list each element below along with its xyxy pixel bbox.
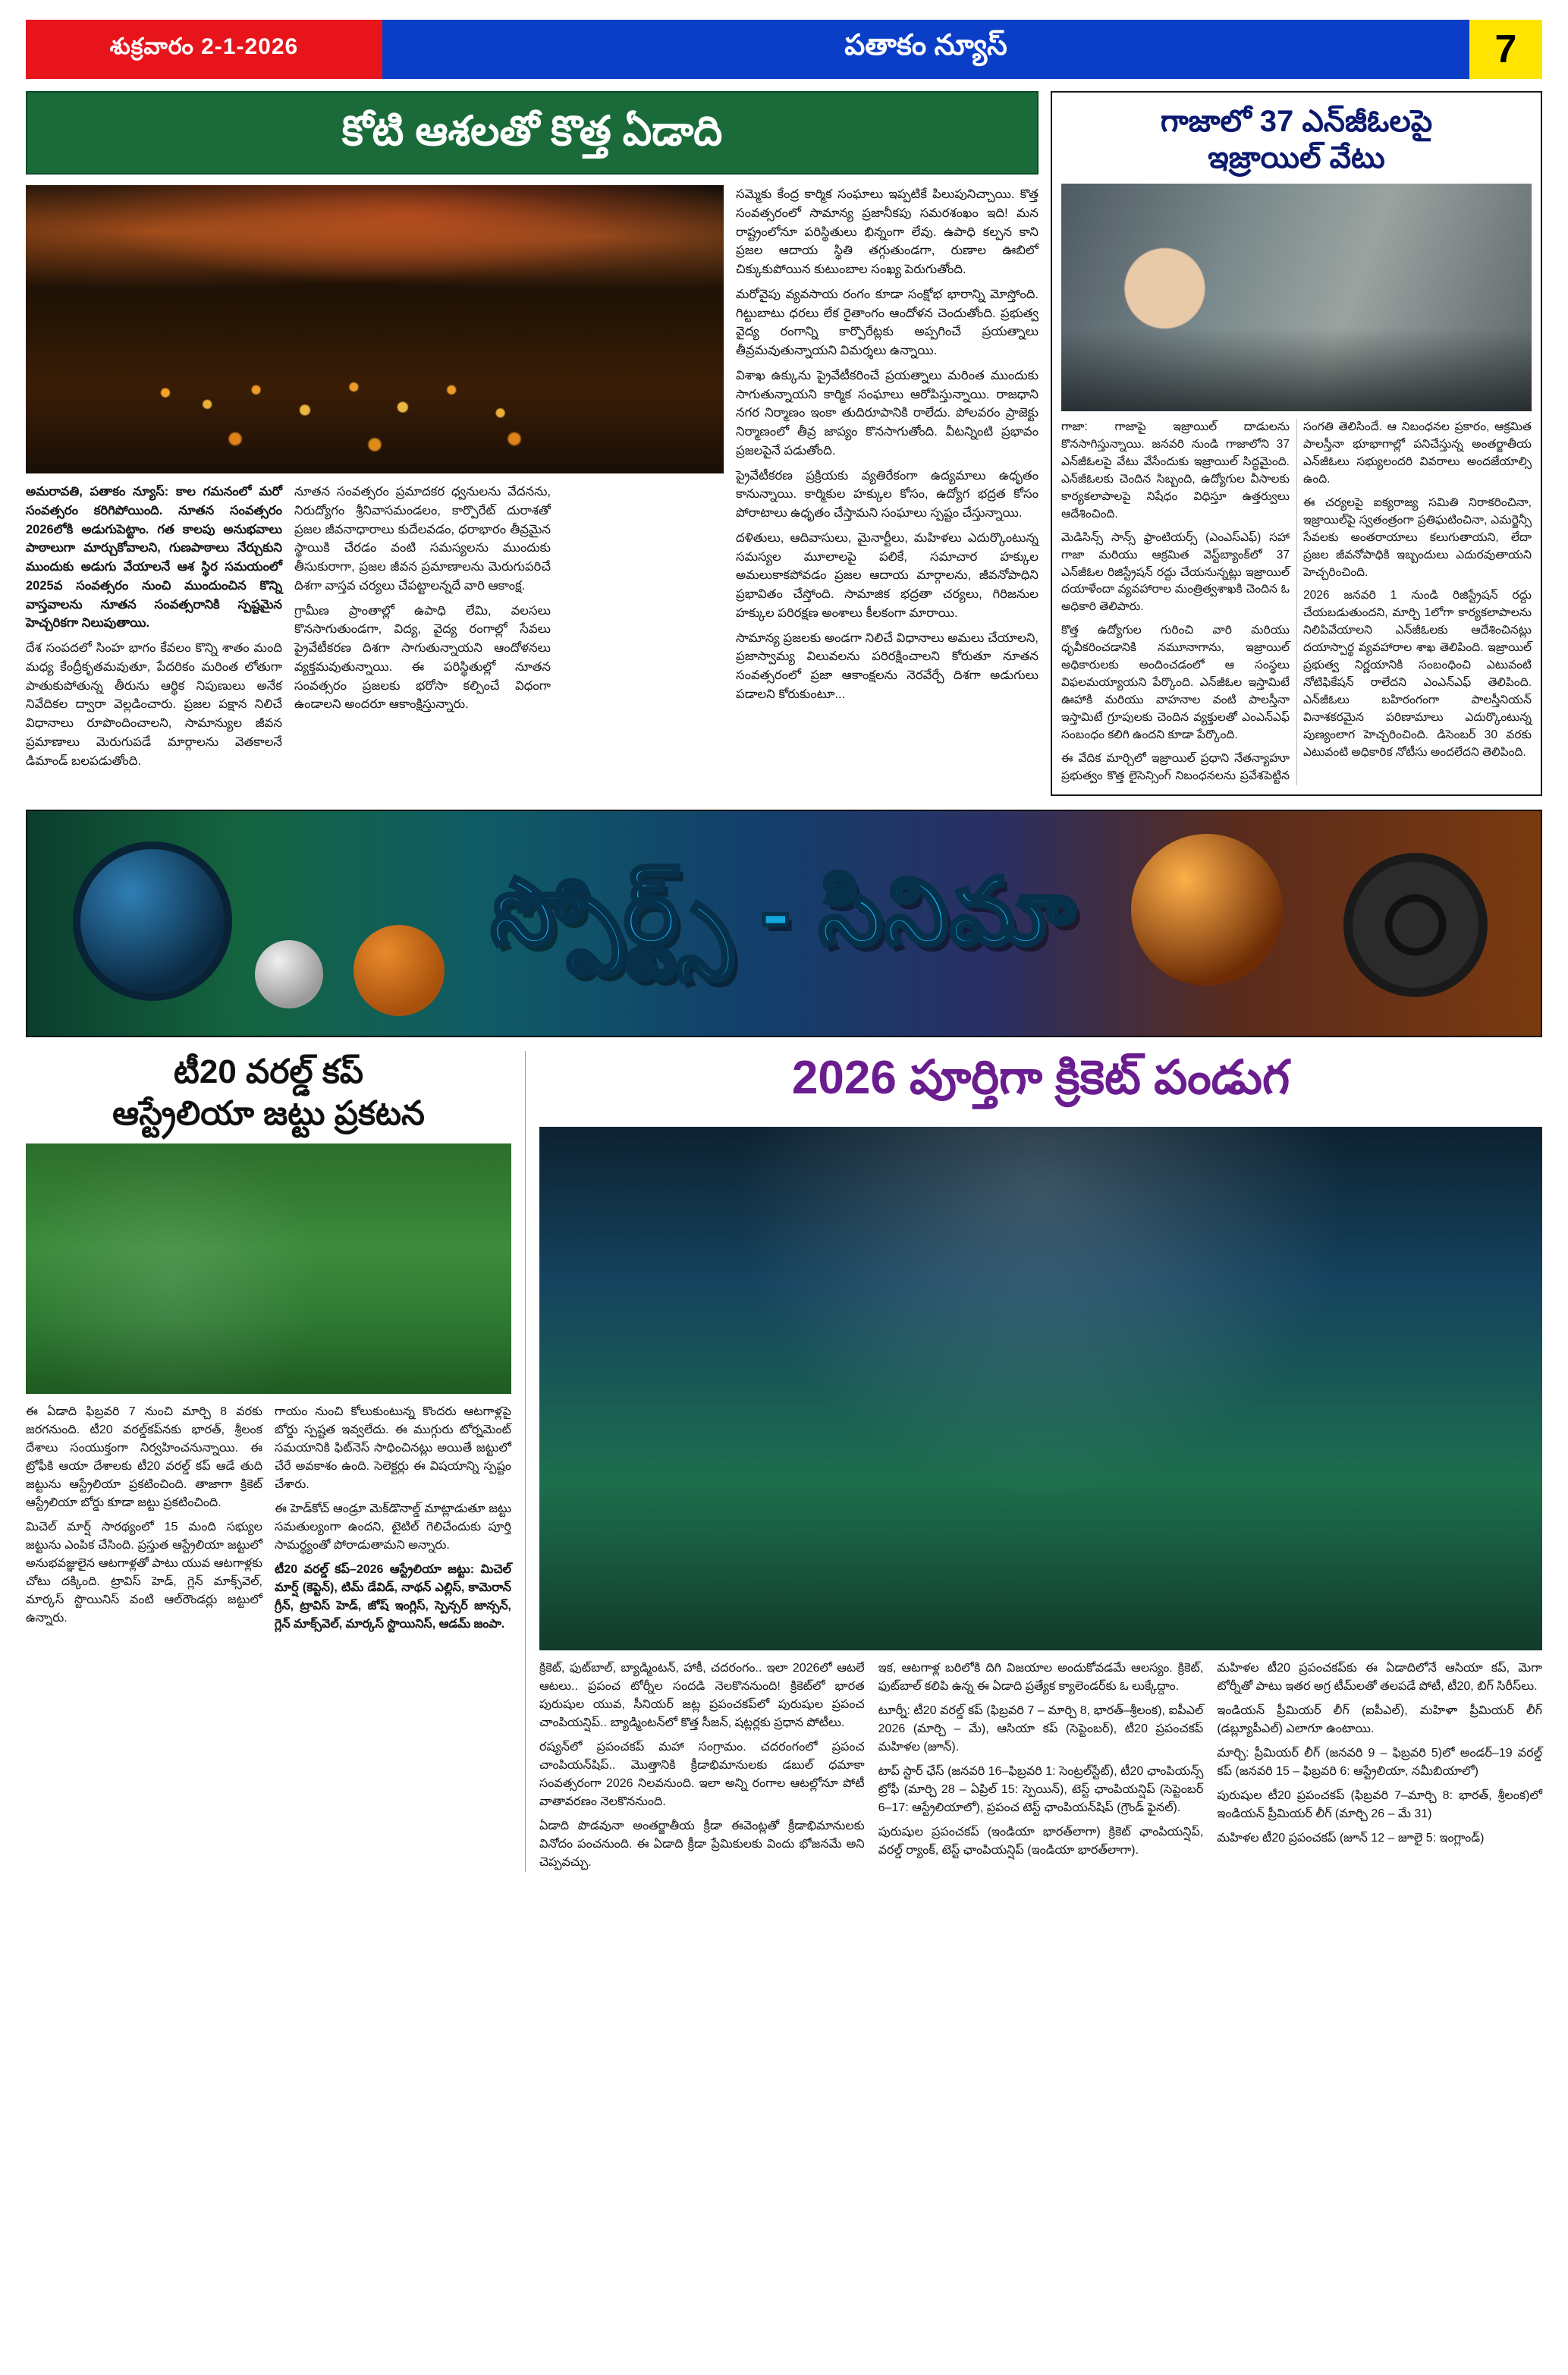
gaza-story	[1051, 91, 1542, 796]
australia-team-photo	[26, 1143, 511, 1394]
lead-story	[26, 91, 1039, 796]
basketball-icon	[354, 925, 445, 1016]
film-reel-icon	[1343, 853, 1488, 997]
c26-c3-para-4: పురుషుల టీ20 ప్రపంచకప్ (ఫిబ్రవరి 7–మార్చి 8: భారత్, శ్రీలంక)లో ఇండియన్ ప్రీమియర్ లీగ్ (మార్చి 26 – మే 31)	[1217, 1788, 1542, 1820]
cricket-emblem-icon	[73, 841, 232, 1001]
aus-para-3: గాయం నుంచి కోలుకుంటున్న కొందరు ఆటగాళ్లపై బోర్డు స్పష్టత ఇవ్వలేదు. ఈ ముగ్గురు టోర్నమెంట్ సమయానికి ఫిట్‌నెస్ సాధించినట్లు అయితే జట్టులో చేరే అవకాశం ఉంది. సెలెక్టర్లు ఈ విషయాన్ని స్పష్టం చేశారు.	[275, 1405, 511, 1491]
lead-column-3	[736, 185, 1039, 776]
top-section	[26, 91, 1542, 796]
aus-para-1: ఈ ఏడాది ఫిబ్రవరి 7 నుంచి మార్చి 8 వరకు జరగనుంది. టీ20 వరల్డ్‌కప్‌నకు భారత్, శ్రీలంక దేశాలు సంయుక్తంగా నిర్వహించనున్నాయి. ఈ ట్రోఫీకి ఆయా దేశాలకు టీ20 వరల్డ్ కప్ ఆడే తుది జట్టును ఆస్ట్రేలియా ప్రకటించింది. తాజాగా క్రికెట్ ఆస్ట్రేలియా బోర్డు కూడా జట్టు ప్రకటించింది.	[26, 1405, 262, 1509]
lead-column-2	[294, 483, 551, 776]
c26-c2-para-1: ఇక, ఆటగాళ్ల బరిలోకి దిగి విజయాల అందుకోవడమే ఆలస్యం. క్రికెట్‌, ఫుట్‌బాల్‌ కలిపి ఉన్న ఈ ఏడాది ప్రత్యేక క్యాలెండర్‌కు ఓ లుక్కేద్దాం.	[878, 1661, 1204, 1693]
gaza-para-4: ఈ వేదిక మార్చిలో ఇజ్రాయిల్ ప్రధాని నేతన్యాహూ ప్రభుత్వం కొత్త లైసెన్సింగ్ నిబంధనలను ప్రవేశపెట్టిన సంగతి తెలిసిందే. ఆ నిబంధనల ప్రకారం, ఆక్రమిత పాలస్తీనా భూభాగాల్లో పనిచేస్తున్న అంతర్జాతీయ ఎన్‌జీఓలు సభ్యులందరి వివరాలు అందజేయాల్సి ఉంది.	[1061, 420, 1532, 782]
gaza-body	[1061, 419, 1532, 785]
lead-c2-para-6: సామాన్య ప్రజలకు అండగా నిలిచే విధానాలు అమలు చేయాలని, ప్రజాస్వామ్య విలువలను పరిరక్షించాలని కోరుతూ నూతన సంవత్సరంలో ప్రజా ఆకాంక్షలను నెరవేర్చే దిశగా అడుగులు పడాలని కోరుకుంటూ...	[736, 631, 1039, 701]
aus-body	[26, 1403, 511, 1637]
lead-c2-para-5: దళితులు, ఆదివాసులు, మైనార్టీలు, మహిళలు ఎదుర్కొంటున్న సమస్యల మూలాలపై పలికే, సమాచార హక్కుల అమలుకాకపోవడం ప్రజల ఆదాయ మార్గాలను, జీవనోపాధిని ప్రభావితం చేస్తోంది. సామాజిక భద్రతా చర్యలు, గిరిజనుల హక్కుల పరిరక్షణ అంశాలు కీలకంగా మారాయి.	[736, 530, 1039, 620]
masthead	[26, 20, 1542, 79]
c26-c3-para-1: మహిళల టీ20 ప్రపంచకప్‌కు ఈ ఏడాదిలోనే ఆసియా కప్, మెగా టోర్నీతో పాటు ఇతర అగ్ర టీమ్‌లతో తలపడే పోటీ, టీ20, బిగ్ సిరీస్‌లు.	[1217, 1661, 1542, 1693]
aus-headline	[26, 1051, 511, 1143]
lead-headline: కోటి ఆశలతో కొత్త ఏడాది	[26, 91, 1039, 175]
lead-para-1: అమరావతి, పతాకం న్యూస్: కాల గమనంలో మరో సంవత్సరం కరిగిపోయింది. నూతన సంవత్సరం 2026లోకి అడుగుపెట్టాం. గత కాలపు అనుభవాలు పాఠాలుగా మార్చుకోవాలని, గుణపాఠాలు నేర్చుకుని ముందుకు అడుగు వేయాలనే ఆశ స్థిర సమయంలో 2025వ సంవత్సరం నుంచి ముందుంచిన కొన్ని వాస్తవాలను నూతన సంవత్సరానికి స్పష్టమైన హెచ్చరికగా నిలుపుతాయి.	[26, 485, 282, 631]
lead-c2-para-2: మరోవైపు వ్యవసాయ రంగం కూడా సంక్షోభ భారాన్ని మోస్తోంది. గిట్టుబాటు ధరలు లేక రైతాంగం ఆందోళన చెందుతోంది. ప్రభుత్వ వైద్య రంగాన్ని కార్పొరేట్లకు అప్పగించే ప్రయత్నాలు తీవ్రమవుతున్నాయని విమర్శలు ఉన్నాయి.	[736, 287, 1039, 358]
cricket-ball-icon	[255, 940, 323, 1008]
page-number: 7	[1469, 20, 1542, 79]
cricket-2026-story	[525, 1051, 1542, 1872]
gaza-photo	[1061, 184, 1532, 411]
lead-c2-para-4: ప్రైవేటీకరణ ప్రక్రియకు వ్యతిరేకంగా ఉద్యమాలు ఉధృతం కానున్నాయి. కార్మికుల హక్కుల కోసం, ఉద్యోగ భద్రత కోసం పోరాటాలు ఉధృతం చేస్తామని సంఘాలు స్పష్టం చేస్తున్నాయి.	[736, 468, 1039, 521]
cricket-2026-body	[539, 1659, 1542, 1872]
paper-title: పతాకం న్యూస్	[382, 20, 1469, 79]
publication-date: శుక్రవారం 2-1-2026	[26, 20, 382, 79]
bottom-section	[26, 1051, 1542, 1872]
gaza-para-6: 2026 జనవరి 1 నుండి రిజిస్ట్రేషన్ రద్దు చేయబడుతుందని, మార్చి 1లోగా కార్యకలాపాలను నిలిపివేయాలని ఎన్‌జీఓలకు ఆదేశించినట్లు దయాస్పార్థ వ్యవహారాల శాఖ తెలిపింది. ఇజ్రాయిల్ ప్రభుత్వ నిర్ణయానికి సంబంధించి ఎటువంటి నోటిఫికేషన్ రాలేదని ఎంఎన్ఎఫ్ తెలిపింది. ఎన్‌జీఓలు బహిరంగంగా పాలస్తీనియన్ వినాశకరమైన పరిణామాలు ఎదుర్కొంటున్న పుణ్యంలాగ హెచ్చరించింది. డిసెంబర్ 30 వరకు ఎటువంటి అధికారిక నోటీసు అందలేదని తెలిపింది.	[1303, 589, 1532, 759]
diwali-lamps-photo	[26, 185, 724, 473]
c26-c2-para-4: పురుషుల ప్రపంచకప్ (ఇండియా భారత్‌లాగా) క్రికెట్ ఛాంపియన్షిప్, వరల్డ్ ర్యాంక్, టెస్ట్ ఛాంపియన్షిప్ (ఇండియా భారత్‌లాగా).	[878, 1825, 1204, 1857]
c26-c3-para-3: మార్చి: ప్రీమియర్ లీగ్ (జనవరి 9 – ఫిబ్రవరి 5)లో అండర్–19 వరల్డ్ కప్ (జనవరి 15 – ఫిబ్రవరి 6: ఆస్ట్రేలియా, నమీబియాలో)	[1217, 1746, 1542, 1778]
lead-c2-para-3: విశాఖ ఉక్కును ప్రైవేటీకరించే ప్రయత్నాలు మరింత ముందుకు సాగుతున్నాయని కార్మిక సంఘాలు ఆరోపిస్తున్నాయి. రాజధాని నగర నిర్మాణం ఇంకా తుదిరూపానికి రాలేదు. పోలవరం ప్రాజెక్టు నిర్మాణంలో తీవ్ర జాప్యం కొనసాగుతోంది. వీటన్నింటి ప్రభావం ప్రజలపైనే పడుతోంది.	[736, 368, 1039, 458]
c26-c1-para-2: రష్యన్‌లో ప్రపంచకప్ మహా సంగ్రామం. చదరంగంలో ప్రపంచ చాంపియన్‌షిప్.. మొత్తానికి క్రీడాభిమానులకు డబుల్ ధమాకా సంవత్సరంగా 2026 నిలవనుంది. ఇలా అన్ని రంగాల ఆటల్లోనూ పోటీ వాతావరణం నెలకొననుంది.	[539, 1740, 865, 1808]
c26-c1-para-1: క్రికెట్, ఫుట్‌బాల్, బ్యాడ్మింటన్, హాకీ, చదరంగం.. ఇలా 2026లో ఆటలే ఆటలు.. ప్రపంచ టోర్నీల సందడి నెలకొననుంది! క్రికెట్‌లో భారత పురుషుల యువ, సీనియర్ జట్ల ప్రపంచకప్‌లో పురుషుల ప్రపంచ చాంపియన్షిప్.. బ్యాడ్మింటన్‌లో కొత్త సీజన్, షట్లర్లకు ప్రధాన పోటీలు.	[539, 1661, 865, 1729]
lead-para-2: నూతన సంవత్సరం ప్రమాదకర ధ్వనులను వేదనను, నిరుద్యోగం శ్రీనివాసమండలం, కార్పొరేట్ దురాశతో ప్రజల జీవనాధారాలు కుదేలవడం, ధరాభారం తీవ్రమైన స్థాయికి చేరడం వంటి సమస్యలను ముందుకు తీసుకురాగా, ప్రజల జీవన ప్రమాణాలను మెరుగుపరిచే దిశగా వాస్తవ చర్యలు చేపట్టాలన్నదే వారి ఆకాంక్ష.	[294, 485, 551, 593]
lead-column-1	[26, 483, 282, 776]
cricket-2026-headline: 2026 పూర్తిగా క్రికెట్ పండుగ	[791, 1051, 1290, 1104]
c26-c1-para-3: ఏడాది పొడవునా అంతర్జాతీయ క్రీడా ఈవెంట్లతో క్రీడాభిమానులకు వినోదం పంచనుంది. ఈ ఏడాది క్రీడా ప్రేమికులకు విందు భోజనమే అని చెప్పవచ్చు.	[539, 1819, 865, 1869]
c26-c2-para-2: టూర్నీ: టీ20 వరల్డ్ కప్ (ఫిబ్రవరి 7 – మార్చి 8, భారత్‌–శ్రీలంక), ఐపీఎల్ 2026 (మార్చి – మే), ఆసియా కప్‌ (సెప్టెంబర్), టీ20 ప్రపంచకప్ మహిళల (జూన్).	[878, 1703, 1204, 1754]
sports-banner-title: స్పోర్ట్స్ - సినిమా	[491, 860, 1077, 963]
aus-para-2: మిచెల్ మార్ష్ సారథ్యంలో 15 మంది సభ్యుల జట్టును ఎంపిక చేసింది. ప్రస్తుత ఆస్ట్రేలియా జట్టులో అనుభవజ్ఞులైన ఆటగాళ్లతో పాటు యువ ఆటగాళ్లకు చోటు దక్కింది. ట్రావిస్ హెడ్, గ్లెన్ మాక్స్‌వెల్, మార్కస్ స్టొయినిస్ వంటి ఆల్‌రౌండర్లు జట్టులో ఉన్నారు.	[26, 1520, 262, 1625]
lead-columns	[26, 483, 724, 776]
lead-para-4: గ్రామీణ ప్రాంతాల్లో ఉపాధి లేమి, వలసలు కొనసాగుతుండగా, విద్య, వైద్య రంగాల్లో సేవలు ప్రైవేటీకరణ దిశగా సాగుతున్నాయని ఆందోళనలు వ్యక్తమవుతున్నాయి. ఈ పరిస్థితుల్లో నూతన సంవత్సరం ప్రజలకు భరోసా కల్పించే విధంగా ఉండాలని అందరూ ఆకాంక్షిస్తున్నారు.	[294, 603, 551, 712]
lead-body	[26, 185, 1039, 776]
c26-c3-para-5: మహిళల టీ20 ప్రపంచకప్ (జూన్ 12 – జూలై 5: ఇంగ్లాండ్)	[1217, 1831, 1485, 1845]
gaza-para-1: గాజా: గాజాపై ఇజ్రాయిల్ దాడులను కొనసాగిస్తున్నాయి. జనవరి నుండి గాజాలోని 37 ఎన్‌జీఓలపై వేటు వేసేందుకు ఇజ్రాయిల్ సిద్ధమైంది. ఎన్‌జీఓలకు చెందిన సిబ్బంది, ఉద్యోగుల వీసాలకు కార్యకలాపాలపై నిషేధం విధిస్తూ ఉత్తర్వులు ఆదేశించింది.	[1061, 420, 1290, 521]
sports-cinema-banner	[26, 810, 1542, 1037]
lead-para-3: దేశ సంపదలో సింహ భాగం కేవలం కొన్ని శాతం మంది మధ్య కేంద్రీకృతమవుతూ, పేదరికం మరింత లోతుగా పాతుకుపోతున్న తీరును ఆర్థిక నిపుణులు అనేక నివేదికల ద్వారా వెల్లడించారు. ప్రజల పక్షాన నిలిచే విధానాలు రూపొందించాలని, సామాన్యుల జీవన ప్రమాణాలు మెరుగుపడే మార్గాలను వెతకాలనే డిమాండ్ బలపడుతోంది.	[26, 641, 282, 768]
gaza-headline-line1: గాజాలో 37 ఎన్‌జీఓలపై	[1160, 105, 1433, 138]
gaza-para-3: కొత్త ఉద్యోగుల గురించి వారి మరియు ధృవీకరించడానికి నమూనాగాను, ఇజ్రాయిల్ అధికారులకు అందించడంలో ఆ సంస్థలు విఫలమయ్యాయని పేర్కొంది. ఎన్‌జీఓల ఇస్తామిటే ఊహాకి మరియు వాహనాల వంటి పాలస్తీనా ఇస్తామిటే గ్రూపులకు చెందిన వ్యక్తులతో ఎంఎన్ఎఫ్ సంబంధం కలిగి ఉందని కూడా పేర్కొంది.	[1061, 624, 1290, 741]
lead-c2-para-1: సమ్మెకు కేంద్ర కార్మిక సంఘాలు ఇప్పటికే పిలుపునిచ్చాయి. కొత్త సంవత్సరంలో సామాన్య ప్రజానీకపు సమరశంఖం ఇది! మన రాష్ట్రంలోనూ పరిస్థితులు భిన్నంగా లేవు. ఉపాధి కల్పన కాని ప్రజల ఆదాయ స్థితి తగ్గుతుండగా, రుణాల ఊబిలో చిక్కుకుపోయిన కుటుంబాల సంఖ్య పెరుగుతోంది.	[736, 187, 1039, 277]
gaza-para-2: మెడిసిన్స్ సాన్స్ ఫ్రాంటియర్స్ (ఎంఎస్ఎఫ్) సహా గాజా మరియు ఆక్రమిత వెస్ట్‌బ్యాంక్‌లో 37 ఎన్‌జీఓల రిజిస్ట్రేషన్ రద్దు చేయనున్నట్లు ఇజ్రాయిల్ దయాళేందా వ్యవహారాల మంత్రిత్వశాఖకి చెందిన ఓ అధికారి తెలిపారు.	[1061, 530, 1290, 614]
c26-c2-para-3: టాప్ స్టార్ ఛేస్ (జనవరి 16–ఫిబ్రవరి 1: సెంట్రల్‌స్టేట్), టీ20 ఛాంపియన్స్ ట్రోఫీ (మార్చి 28 – ఏప్రిల్ 15: స్పెయిన్‌), టెస్ట్ ఛాంపియన్షిప్ (సెప్టెంబర్ 6–17: ఆస్ట్రేలియాలో), ప్రపంచ టెస్ట్ ఛాంపియన్‌షిప్ (గ్రౌండ్‌ ఫైనల్).	[878, 1764, 1204, 1814]
aus-headline-line1: టీ20 వరల్డ్ కప్	[173, 1052, 364, 1090]
lead-left-column	[26, 185, 724, 776]
gaza-para-5: ఈ చర్యలపై ఐక్యరాజ్య సమితి నిరాకరించినా, ఇజ్రాయిల్‌పై స్వతంత్రంగా ప్రతిఘటించినా, ఎమర్జెన్సీ సేవలకు అంతరాయాలు కలుగుతాయని, లేదా ప్రజల జీవనోపాధికి ఇబ్బందులు ఎదురవుతాయని హెచ్చరించింది.	[1303, 495, 1532, 579]
c26-c3-para-2: ఇండియన్ ప్రీమియర్ లీగ్ (ఐపీఎల్), మహిళా ప్రీమియర్ లీగ్ (డబ్ల్యూపీఎల్) ఎలాగూ ఉంటాయి.	[1217, 1703, 1542, 1735]
australia-team-story	[26, 1051, 511, 1872]
aus-para-4: ఈ హెడ్‌కోచ్ ఆండ్రూ మెక్‌డొనాల్డ్ మాట్లాడుతూ జట్టు సమతుల్యంగా ఉందని, టైటిల్ గెలిచేందుకు పూర్తి సామర్థ్యంతో పోరాడుతామని అన్నారు.	[275, 1502, 511, 1552]
india-team-photo	[539, 1127, 1542, 1650]
aus-squad-list: టీ20 వరల్డ్ కప్–2026 ఆస్ట్రేలియా జట్టు: మిచెల్ మార్ష్ (కెప్టెన్), టిమ్ డేవిడ్, నాథన్ ఎల్లిస్, కామెరాన్ గ్రీన్, ట్రావిస్ హెడ్, జోష్ ఇంగ్లిస్, స్పెన్సర్ జాన్సన్, గ్లెన్ మాక్స్‌వెల్, మార్కస్ స్టొయినిస్, ఆడమ్ జంపా.	[275, 1562, 511, 1631]
gaza-headline-line2: ఇజ్రాయిల్ వేటు	[1208, 141, 1385, 175]
gaza-headline	[1061, 100, 1532, 184]
boxing-glove-icon	[1131, 834, 1283, 986]
aus-headline-line2: ఆస్ట్రేలియా జట్టు ప్రకటన	[112, 1094, 425, 1132]
